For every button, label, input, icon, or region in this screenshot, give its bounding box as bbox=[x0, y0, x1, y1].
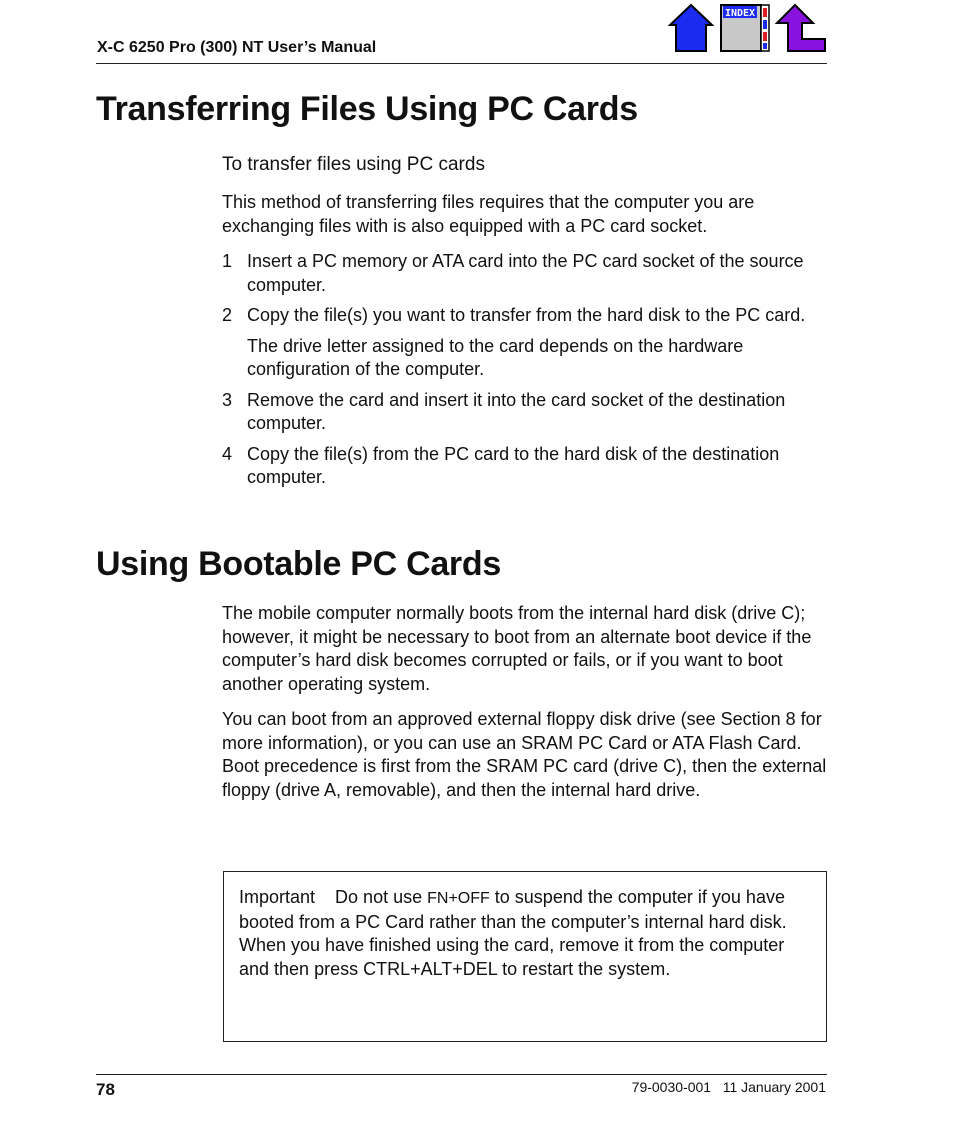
section-heading-transfer: Transferring Files Using PC Cards bbox=[96, 90, 638, 128]
step-text: Insert a PC memory or ATA card into the PC card socket of the source computer. bbox=[247, 251, 804, 295]
intro-text: This method of transferring files requires that the computer you are exchanging files with is also equipped with a PC card socket. bbox=[222, 192, 755, 236]
key-combo: FN+OFF bbox=[427, 890, 490, 907]
step-note: The drive letter assigned to the card depends on the hardware configuration of the computer. bbox=[247, 335, 744, 379]
important-text-a: Do not use bbox=[335, 887, 428, 907]
document-info: 79-0030-001 11 January 2001 bbox=[631, 1079, 826, 1095]
list-item bbox=[222, 389, 832, 436]
list-item bbox=[222, 443, 832, 490]
page-number: 78 bbox=[96, 1080, 115, 1099]
intro-paragraph bbox=[222, 191, 832, 238]
important-note-text bbox=[239, 886, 804, 981]
manual-title: X-C 6250 Pro (300) NT User’s Manual bbox=[97, 39, 377, 56]
step-number: 3 bbox=[222, 389, 233, 410]
important-note-box bbox=[223, 871, 827, 1042]
step-number: 4 bbox=[222, 443, 233, 464]
paragraph-text: The mobile computer normally boots from the internal hard disk (drive C); however, it might be necessary to boot from an alternate boot device if the computer’s hard disk becomes corrupted or fails, or if you want to boot another operating system. bbox=[222, 603, 812, 694]
important-label: Important bbox=[239, 887, 316, 907]
step-number: 1 bbox=[222, 251, 233, 271]
steps-list bbox=[222, 250, 832, 497]
step-text: Copy the file(s) from the PC card to the hard disk of the destination computer. bbox=[247, 443, 780, 487]
list-item bbox=[222, 250, 832, 297]
important-text-b: to suspend the computer if you have booted from a PC Card rather than the computer’s internal hard disk. When you have finished using the card, remove it from the computer and then press CTRL+ALT+DEL to restart the system. bbox=[239, 887, 787, 979]
index-icon[interactable] bbox=[720, 3, 770, 53]
step-number: 2 bbox=[222, 305, 233, 325]
up-arrow-icon[interactable] bbox=[775, 3, 827, 53]
list-item bbox=[222, 304, 832, 328]
step-text: Remove the card and insert it into the card socket of the destination computer. bbox=[247, 389, 786, 433]
svg-text:INDEX: INDEX bbox=[724, 8, 756, 19]
header-divider bbox=[96, 63, 827, 64]
home-icon[interactable] bbox=[668, 3, 714, 53]
footer-divider bbox=[96, 1074, 827, 1075]
paragraph-text: You can boot from an approved external floppy disk drive (see Section 8 for more information), or you can use an SRAM PC Card or ATA Flash Card. Boot precedence is first from the SRAM PC card (drive C), then the external floppy (drive A, removable), and then the internal hard drive. bbox=[222, 709, 827, 800]
step-text: Copy the file(s) you want to transfer from the hard disk to the PC card. bbox=[247, 305, 806, 325]
boot-paragraph-2 bbox=[222, 708, 832, 802]
boot-paragraph-1 bbox=[222, 602, 832, 696]
procedure-subheading: To transfer files using PC cards bbox=[222, 154, 485, 175]
section-heading-bootable: Using Bootable PC Cards bbox=[96, 545, 501, 583]
